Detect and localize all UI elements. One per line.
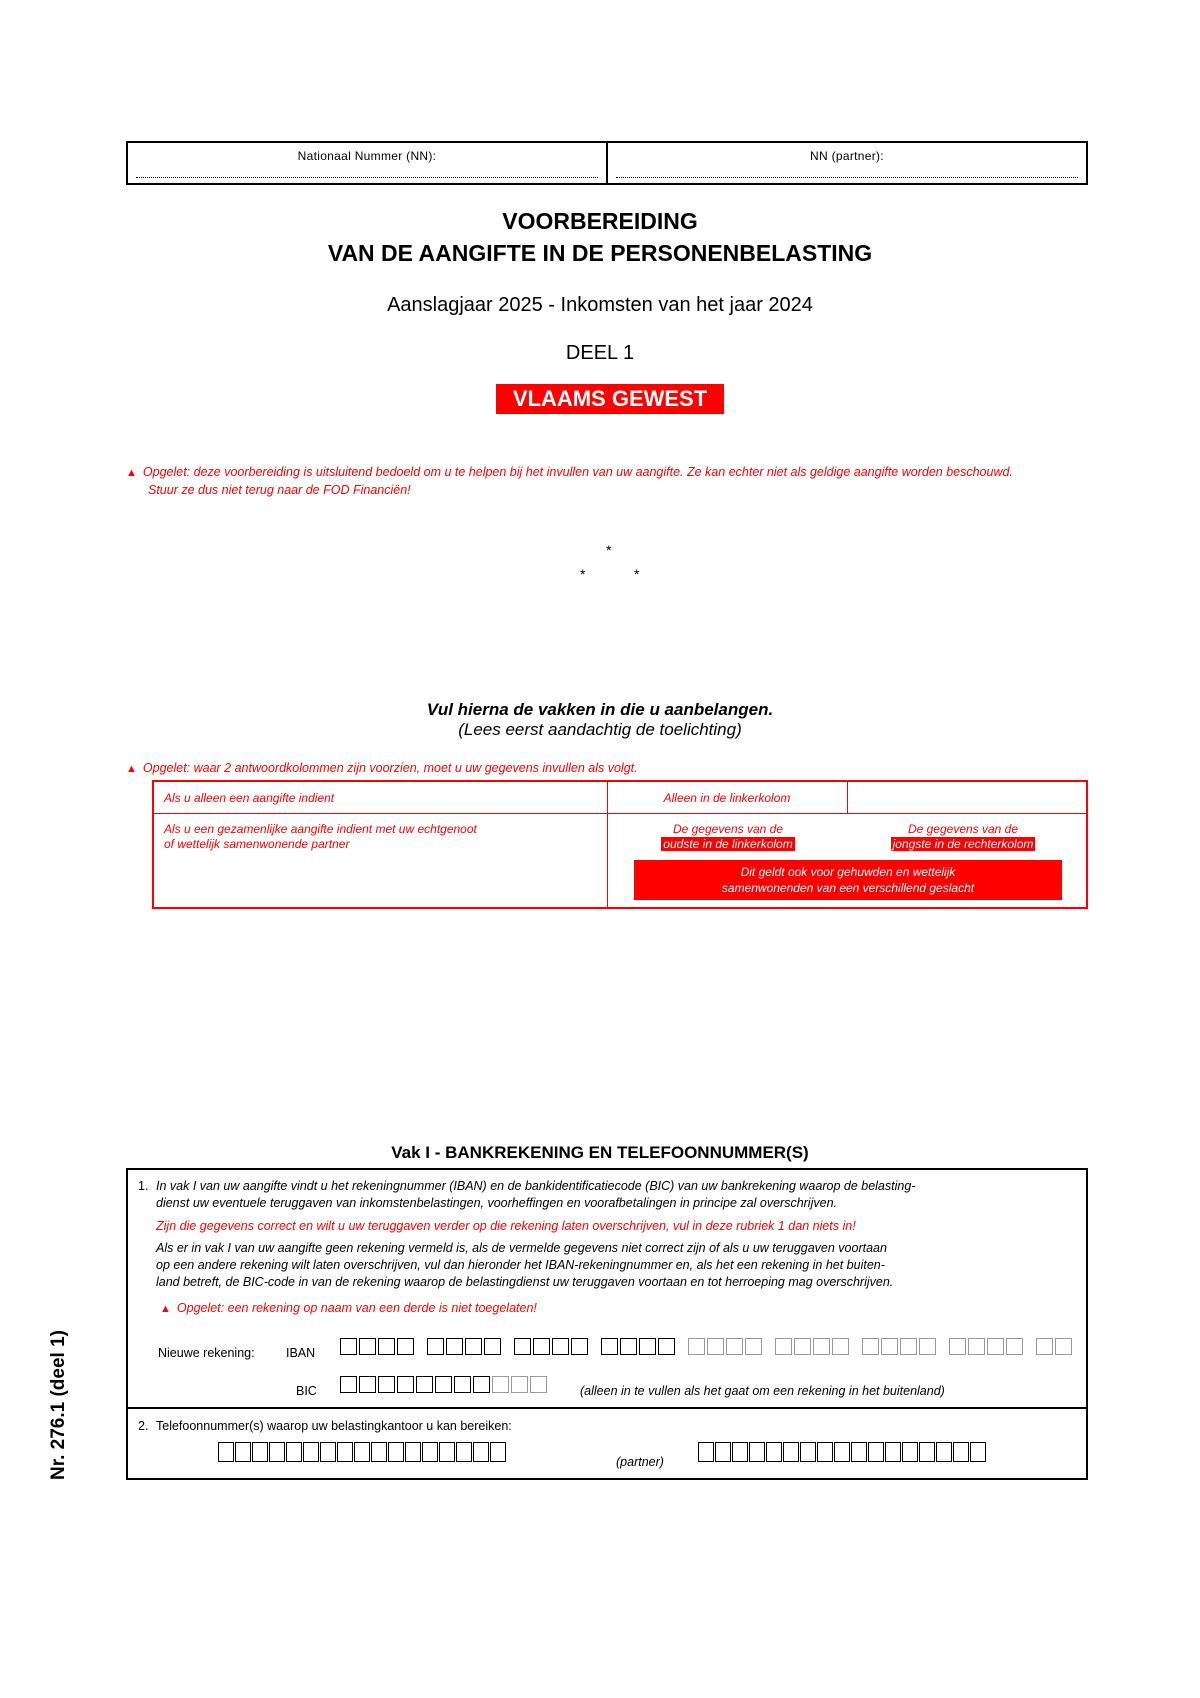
youngest-line-1: De gegevens van de	[907, 822, 1019, 836]
single-filing-column: Alleen in de linkerkolom	[663, 791, 791, 805]
third-party-warning-text: Opgelet: een rekening op naam van een derde is niet toegelaten!	[176, 1301, 537, 1315]
warning-line-2: Stuur ze dus niet terug naar de FOD Financiën!	[148, 483, 411, 497]
iban-group-2[interactable]	[427, 1338, 503, 1356]
warning-line-1: Opgelet: deze voorbereiding is uitsluitend bedoeld om u te helpen bij het invullen van uw aangifte. Ze kan echter niet als geldige aangifte worden beschouwd.	[142, 465, 1013, 479]
item-1-intro	[156, 1178, 1081, 1212]
joint-filing-label	[164, 822, 477, 852]
star-right: *	[634, 566, 640, 582]
third-party-warning	[160, 1300, 537, 1318]
bic-note: (alleen in te vullen als het gaat om een rekening in het buitenland)	[580, 1384, 945, 1398]
partner-phone-input[interactable]	[698, 1442, 987, 1462]
new-account-label: Nieuwe rekening:	[158, 1346, 255, 1360]
item-1-paragraph-3	[156, 1240, 1081, 1291]
item-1-red-note: Zijn die gegevens correct en wilt u uw teruggaven verder op die rekening laten overschrijven, vul in deze rubriek 1 dan niets in!	[156, 1219, 856, 1233]
same-sex-couples-banner	[634, 860, 1062, 900]
bic-label: BIC	[296, 1384, 317, 1398]
iban-group-3[interactable]	[514, 1338, 590, 1356]
oldest-line-1: De gegevens van de	[672, 822, 784, 836]
item-1-p3-line-3: land betreft, de BIC-code in van de rekening waarop de belastingdienst uw teruggaven voortaan en tot herroeping mag overschrijven.	[156, 1275, 894, 1289]
joint-filing-label-line-1: Als u een gezamenlijke aangifte indient met uw echtgenoot	[164, 822, 477, 836]
item-2-text: Telefoonnummer(s) waarop uw belastingkantoor u kan bereiken:	[156, 1419, 512, 1433]
item-1-p3-line-2: op een andere rekening wilt laten overschrijven, vul dan hieronder het IBAN-rekeningnummer en, als het een rekening in het buiten-	[156, 1258, 885, 1272]
partner-label: (partner)	[616, 1455, 664, 1469]
bank-account-section	[126, 1168, 1088, 1480]
warning-notice	[126, 464, 1091, 499]
table-divider	[154, 813, 1086, 814]
section-divider	[128, 1407, 1086, 1409]
iban-group-5[interactable]	[688, 1338, 764, 1356]
columns-warning	[126, 761, 638, 775]
banner-line-1: Dit geldt ook voor gehuwden en wettelijk	[740, 865, 956, 879]
form-number: Nr. 276.1 (deel 1)	[48, 1330, 69, 1480]
section-title: Vak I - BANKREKENING EN TELEFOONNUMMER(S)	[391, 1143, 809, 1162]
national-number-label: Nationaal Nummer (NN):	[297, 149, 437, 163]
youngest-right-column	[858, 822, 1068, 852]
single-filing-label: Als u alleen een aangifte indient	[164, 791, 335, 805]
bic-input[interactable]	[340, 1376, 549, 1394]
partner-national-number-dotted-line	[616, 177, 1078, 178]
warning-triangle-icon: ▲	[160, 1303, 171, 1315]
oldest-left-column	[628, 822, 828, 852]
table-divider	[847, 782, 848, 814]
banner-line-2: samenwonenden van een verschillend geslacht	[721, 881, 975, 895]
item-1-line-2: dienst uw eventuele teruggaven van inkomstenbelastingen, voorheffingen en voorafbetalingen in principe zal overschrijven.	[156, 1196, 837, 1210]
oldest-line-2: oudste in de linkerkolom	[663, 837, 793, 851]
columns-warning-text: Opgelet: waar 2 antwoordkolommen zijn voorzien, moet u uw gegevens invullen als volgt.	[142, 761, 638, 775]
national-number-dotted-line	[136, 177, 598, 178]
national-number-header	[126, 141, 1088, 185]
iban-group-4[interactable]	[601, 1338, 677, 1356]
iban-group-9[interactable]	[1036, 1338, 1074, 1356]
iban-input[interactable]	[340, 1338, 1074, 1356]
partner-national-number-label: NN (partner):	[810, 149, 884, 163]
title-line-1: VOORBEREIDING	[502, 208, 698, 234]
item-1-p3-line-1: Als er in vak I van uw aangifte geen rekening vermeld is, als de vermelde gegevens niet correct zijn of als u uw teruggaven voortaan	[156, 1241, 887, 1255]
instructions-heading: Vul hierna de vakken in die u aanbelangen.	[426, 700, 774, 719]
joint-filing-label-line-2: of wettelijk samenwonende partner	[164, 837, 350, 851]
region-badge: VLAAMS GEWEST	[496, 384, 724, 414]
partner-national-number-cell[interactable]	[606, 143, 1086, 183]
title-line-2: VAN DE AANGIFTE IN DE PERSONENBELASTING	[327, 240, 873, 266]
iban-label: IBAN	[286, 1346, 316, 1360]
item-1-line-1: In vak I van uw aangifte vindt u het rekeningnummer (IBAN) en de bankidentificatiecode (BIC) van uw bankrekening waarop de belasting-	[156, 1179, 916, 1193]
warning-triangle-icon: ▲	[126, 467, 137, 479]
iban-group-1[interactable]	[340, 1338, 416, 1356]
instructions-note: (Lees eerst aandachtig de toelichting)	[458, 720, 742, 739]
item-2-number: 2.	[138, 1419, 149, 1433]
warning-triangle-icon: ▲	[126, 763, 137, 775]
phone-input[interactable]	[218, 1442, 507, 1462]
part-label: DEEL 1	[565, 342, 635, 364]
answer-columns-table	[152, 780, 1088, 909]
star-top: *	[606, 542, 612, 558]
iban-group-6[interactable]	[775, 1338, 851, 1356]
item-1-number: 1.	[138, 1179, 149, 1193]
national-number-cell[interactable]	[128, 143, 606, 183]
star-left: *	[580, 566, 586, 582]
youngest-line-2: jongste in de rechterkolom	[892, 837, 1034, 851]
iban-group-8[interactable]	[949, 1338, 1025, 1356]
iban-group-7[interactable]	[862, 1338, 938, 1356]
tax-year-subtitle: Aanslagjaar 2025 - Inkomsten van het jaar 2024	[387, 294, 813, 316]
